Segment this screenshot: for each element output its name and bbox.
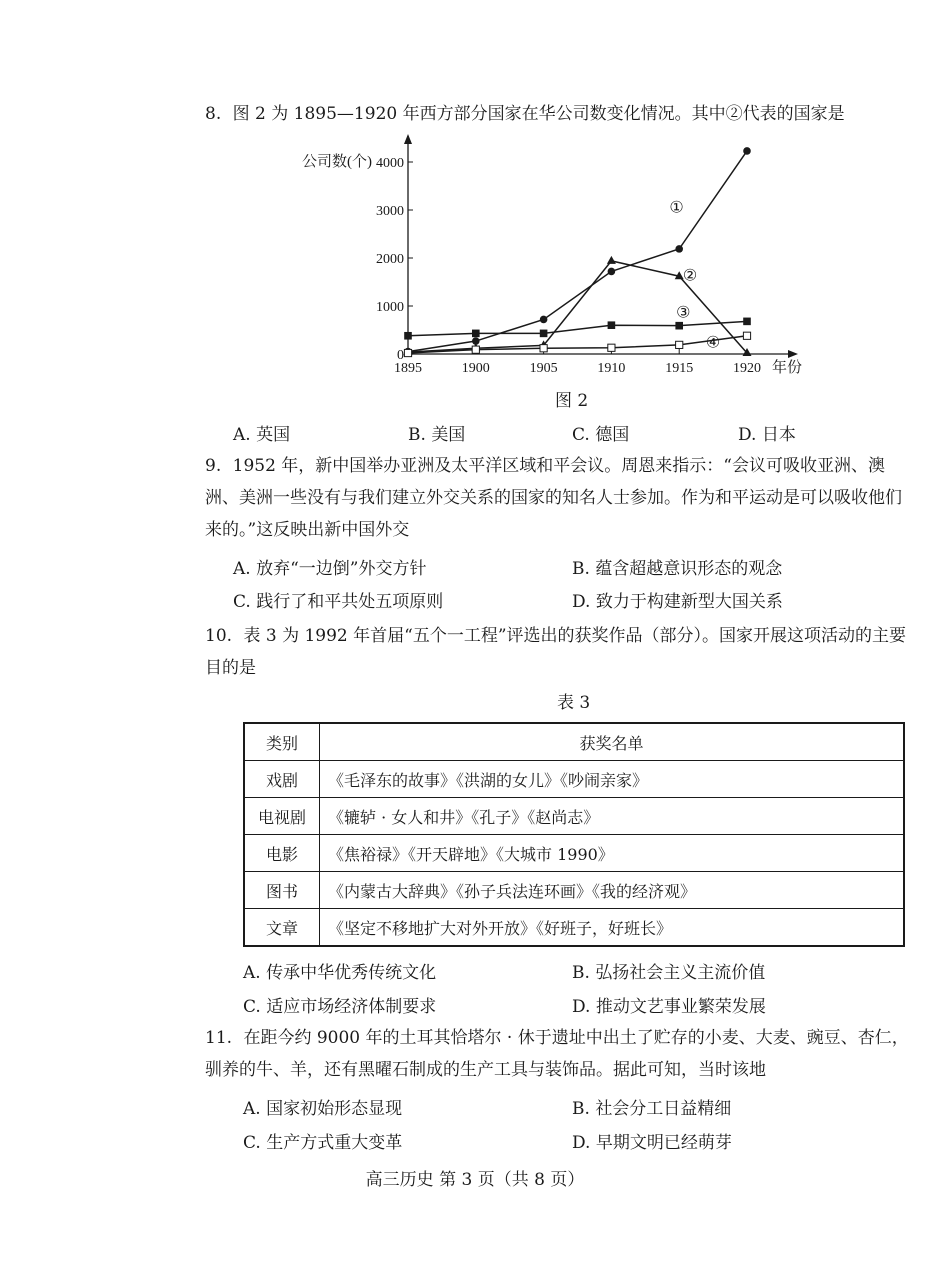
option-text: 适应市场经济体制要求 [266,997,437,1017]
option-letter: D. [572,592,591,612]
table-row [244,798,904,835]
data-point [675,322,683,330]
x-tick-label: 1895 [394,361,422,376]
option-b[interactable] [408,420,465,445]
option-d[interactable] [572,1128,732,1153]
option-text: 早期文明已经萌芽 [595,1133,732,1153]
y-tick-label: 2000 [376,252,404,267]
line-chart [290,128,820,378]
data-point [743,332,750,339]
data-point [743,147,751,155]
data-point [607,256,616,264]
data-point [608,321,616,329]
x-tick-label: 1900 [461,361,490,376]
data-point [608,344,615,351]
x-axis-label: 年份 [772,360,803,376]
data-point [472,330,480,338]
data-point [676,341,683,348]
table-cell: 电影 [244,835,320,872]
option-letter: D. [572,1133,591,1153]
option-text: 传承中华优秀传统文化 [266,963,437,983]
option-d[interactable] [738,420,796,445]
option-a[interactable] [233,420,290,445]
question-number: 11. [205,1028,233,1048]
table-cell: 图书 [244,872,320,909]
y-tick-label: 0 [397,348,404,363]
data-point [540,330,548,338]
option-letter: C. [233,592,251,612]
question-10 [205,620,910,684]
option-b[interactable] [572,554,782,579]
option-d[interactable] [572,992,766,1017]
chart-series [404,147,752,356]
data-point [675,245,683,253]
y-tick-label: 1000 [376,300,404,315]
option-letter: A. [233,425,251,445]
table-cell: 《辘轳 · 女人和井》《孔子》《赵尚志》 [320,798,905,835]
chart-axes [404,134,798,358]
series-line [408,151,747,352]
question-stem: 图 2 为 1895—1920 年西方部分国家在华公司数变化情况。其中②代表的国家是 [232,104,845,124]
question-9 [205,450,910,546]
y-axis-arrow [404,134,412,144]
question-11 [205,1022,910,1086]
option-b[interactable] [572,1094,731,1119]
option-text: 社会分工日益精细 [595,1099,732,1119]
data-point [404,349,411,356]
y-tick-label: 4000 [376,156,404,171]
option-letter: B. [572,963,590,983]
option-text: 致力于构建新型大国关系 [595,592,783,612]
page-footer: 高三历史 第 3 页（共 8 页） [365,1170,585,1190]
option-c[interactable] [243,992,436,1017]
series-label: ④ [705,334,721,352]
option-letter: A. [243,963,261,983]
x-tick-label: 1920 [733,361,761,376]
data-point [743,318,751,326]
table-header: 类别 [244,723,320,761]
table-cell: 《毛泽东的故事》《洪湖的女儿》《吵闹亲家》 [320,761,905,798]
question-stem: 表 3 为 1992 年首届“五个一工程”评选出的获奖作品（部分）。国家开展这项活动的主要目的是 [205,626,907,678]
option-text: 践行了和平共处五项原则 [256,592,444,612]
question-number: 9. [205,456,222,476]
x-tick-label: 1915 [665,361,694,376]
table-row [244,835,904,872]
question-number: 8. [205,104,222,124]
table-caption: 表 3 [557,693,591,713]
x-axis-arrow [788,350,798,358]
option-d[interactable] [572,587,783,612]
data-point [404,332,412,340]
x-tick-label: 1910 [597,361,626,376]
option-letter: A. [243,1099,261,1119]
y-tick-label: 3000 [376,204,404,219]
x-tick-label: 1905 [529,361,558,376]
awards-table [243,722,905,947]
option-text: 蕴含超越意识形态的观念 [595,559,783,579]
option-a[interactable] [243,1094,402,1119]
option-text: 英国 [256,425,291,445]
figure-caption: 图 2 [555,391,589,411]
table-cell: 电视剧 [244,798,320,835]
option-letter: B. [572,1099,590,1119]
y-axis-label: 公司数(个) [302,154,372,170]
chart-ticks [376,156,761,376]
option-text: 推动文艺事业繁荣发展 [595,997,766,1017]
table-cell: 《坚定不移地扩大对外开放》《好班子，好班长》 [320,909,905,947]
table-header-row [244,723,904,761]
option-text: 国家初始形态显现 [266,1099,403,1119]
data-point [540,345,547,352]
series-label: ② [682,267,698,285]
question-8 [205,98,905,130]
option-text: 放弃“一边倒”外交方针 [256,559,427,579]
data-point [540,316,548,324]
option-text: 弘扬社会主义主流价值 [595,963,766,983]
table-header: 获奖名单 [320,723,905,761]
series-2 [404,256,752,356]
option-letter: C. [243,1133,261,1153]
table-row [244,909,904,947]
option-a[interactable] [243,958,436,983]
table-cell: 《焦裕禄》《开天辟地》《大城市 1990》 [320,835,905,872]
data-point [472,346,479,353]
question-number: 10. [205,626,233,646]
option-b[interactable] [572,958,765,983]
option-letter: D. [738,425,757,445]
option-text: 生产方式重大变革 [266,1133,403,1153]
table-row [244,761,904,798]
table-cell: 戏剧 [244,761,320,798]
option-text: 德国 [595,425,630,445]
option-letter: B. [572,559,590,579]
option-letter: B. [408,425,426,445]
option-c[interactable] [572,420,629,445]
question-stem: 在距今约 9000 年的土耳其恰塔尔 · 休于遗址中出土了贮存的小麦、大麦、豌豆、杏仁，驯养的牛、羊，还有黑曜石制成的生产工具与装饰品。据此可知，当时该地 [205,1028,909,1080]
option-text: 美国 [431,425,466,445]
table-cell: 文章 [244,909,320,947]
option-letter: A. [233,559,251,579]
option-c[interactable] [243,1128,402,1153]
series-label: ③ [676,304,691,322]
series-label: ① [669,199,684,217]
option-a[interactable] [233,554,426,579]
data-point [608,268,616,276]
option-letter: C. [572,425,590,445]
option-letter: C. [243,997,261,1017]
series-line [408,321,747,335]
table-cell: 《内蒙古大辞典》《孙子兵法连环画》《我的经济观》 [320,872,905,909]
option-text: 日本 [761,425,796,445]
table-row [244,872,904,909]
option-c[interactable] [233,587,443,612]
option-letter: D. [572,997,591,1017]
question-stem: 1952 年，新中国举办亚洲及太平洋区域和平会议。周恩来指示：“会议可吸收亚洲、澳洲、美洲一些没有与我们建立外交关系的国家的知名人士参加。作为和平运动是可以吸收他们来的。”这反映出新中国外交 [205,456,902,540]
series-3 [404,305,751,340]
